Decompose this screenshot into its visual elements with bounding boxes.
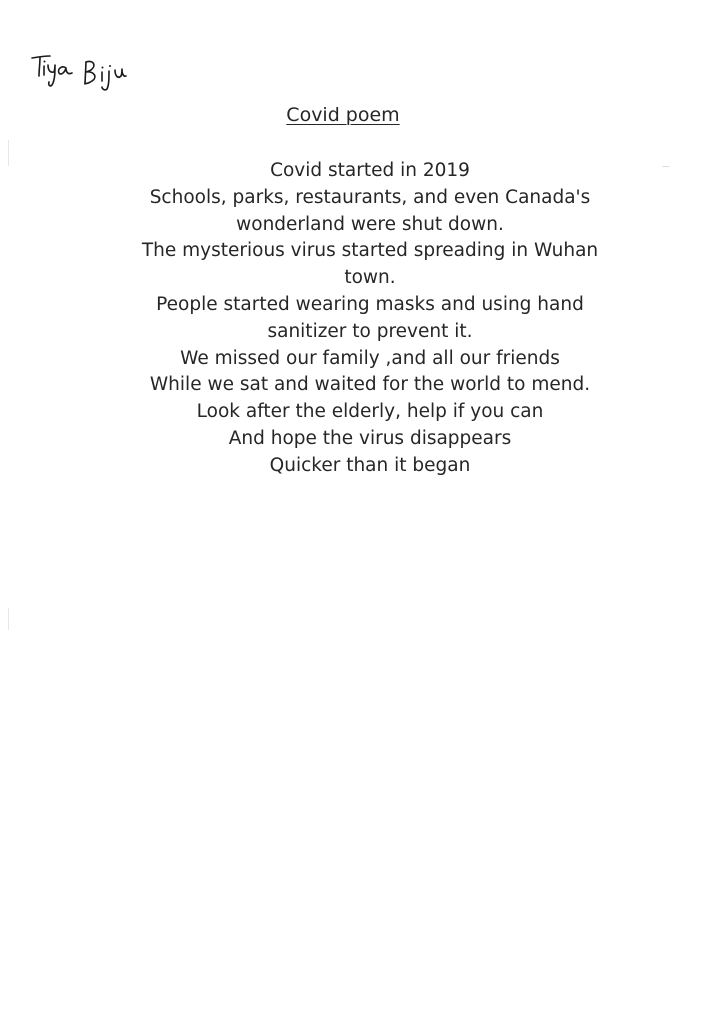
poem-title: Covid poem bbox=[286, 104, 400, 126]
scan-edge-mark bbox=[8, 608, 9, 630]
poem-line: Covid started in 2019 bbox=[270, 160, 470, 181]
poem-body bbox=[0, 158, 725, 480]
poem-line: And hope the virus disappears bbox=[228, 427, 512, 449]
author-signature bbox=[30, 48, 140, 92]
poem-line: We missed our family ,and all our friends bbox=[180, 347, 560, 369]
poem-line: Look after the elderly, help if you can bbox=[196, 401, 544, 423]
scan-speck: ⁓ bbox=[662, 162, 670, 171]
poem-line: While we sat and waited for the world to mend. bbox=[149, 374, 591, 396]
poem-line: town. bbox=[344, 267, 396, 289]
poem-line: Quicker than it began bbox=[269, 454, 471, 476]
poem-line: Schools, parks, restaurants, and even Canada's bbox=[149, 186, 591, 208]
poem-line: People started wearing masks and using hand bbox=[156, 293, 584, 315]
poem-line: wonderland were shut down. bbox=[236, 213, 504, 235]
handwritten-signature bbox=[30, 48, 140, 92]
poem-line: The mysterious virus started spreading in Wuhan bbox=[141, 240, 599, 262]
poem-line: sanitizer to prevent it. bbox=[267, 320, 473, 342]
